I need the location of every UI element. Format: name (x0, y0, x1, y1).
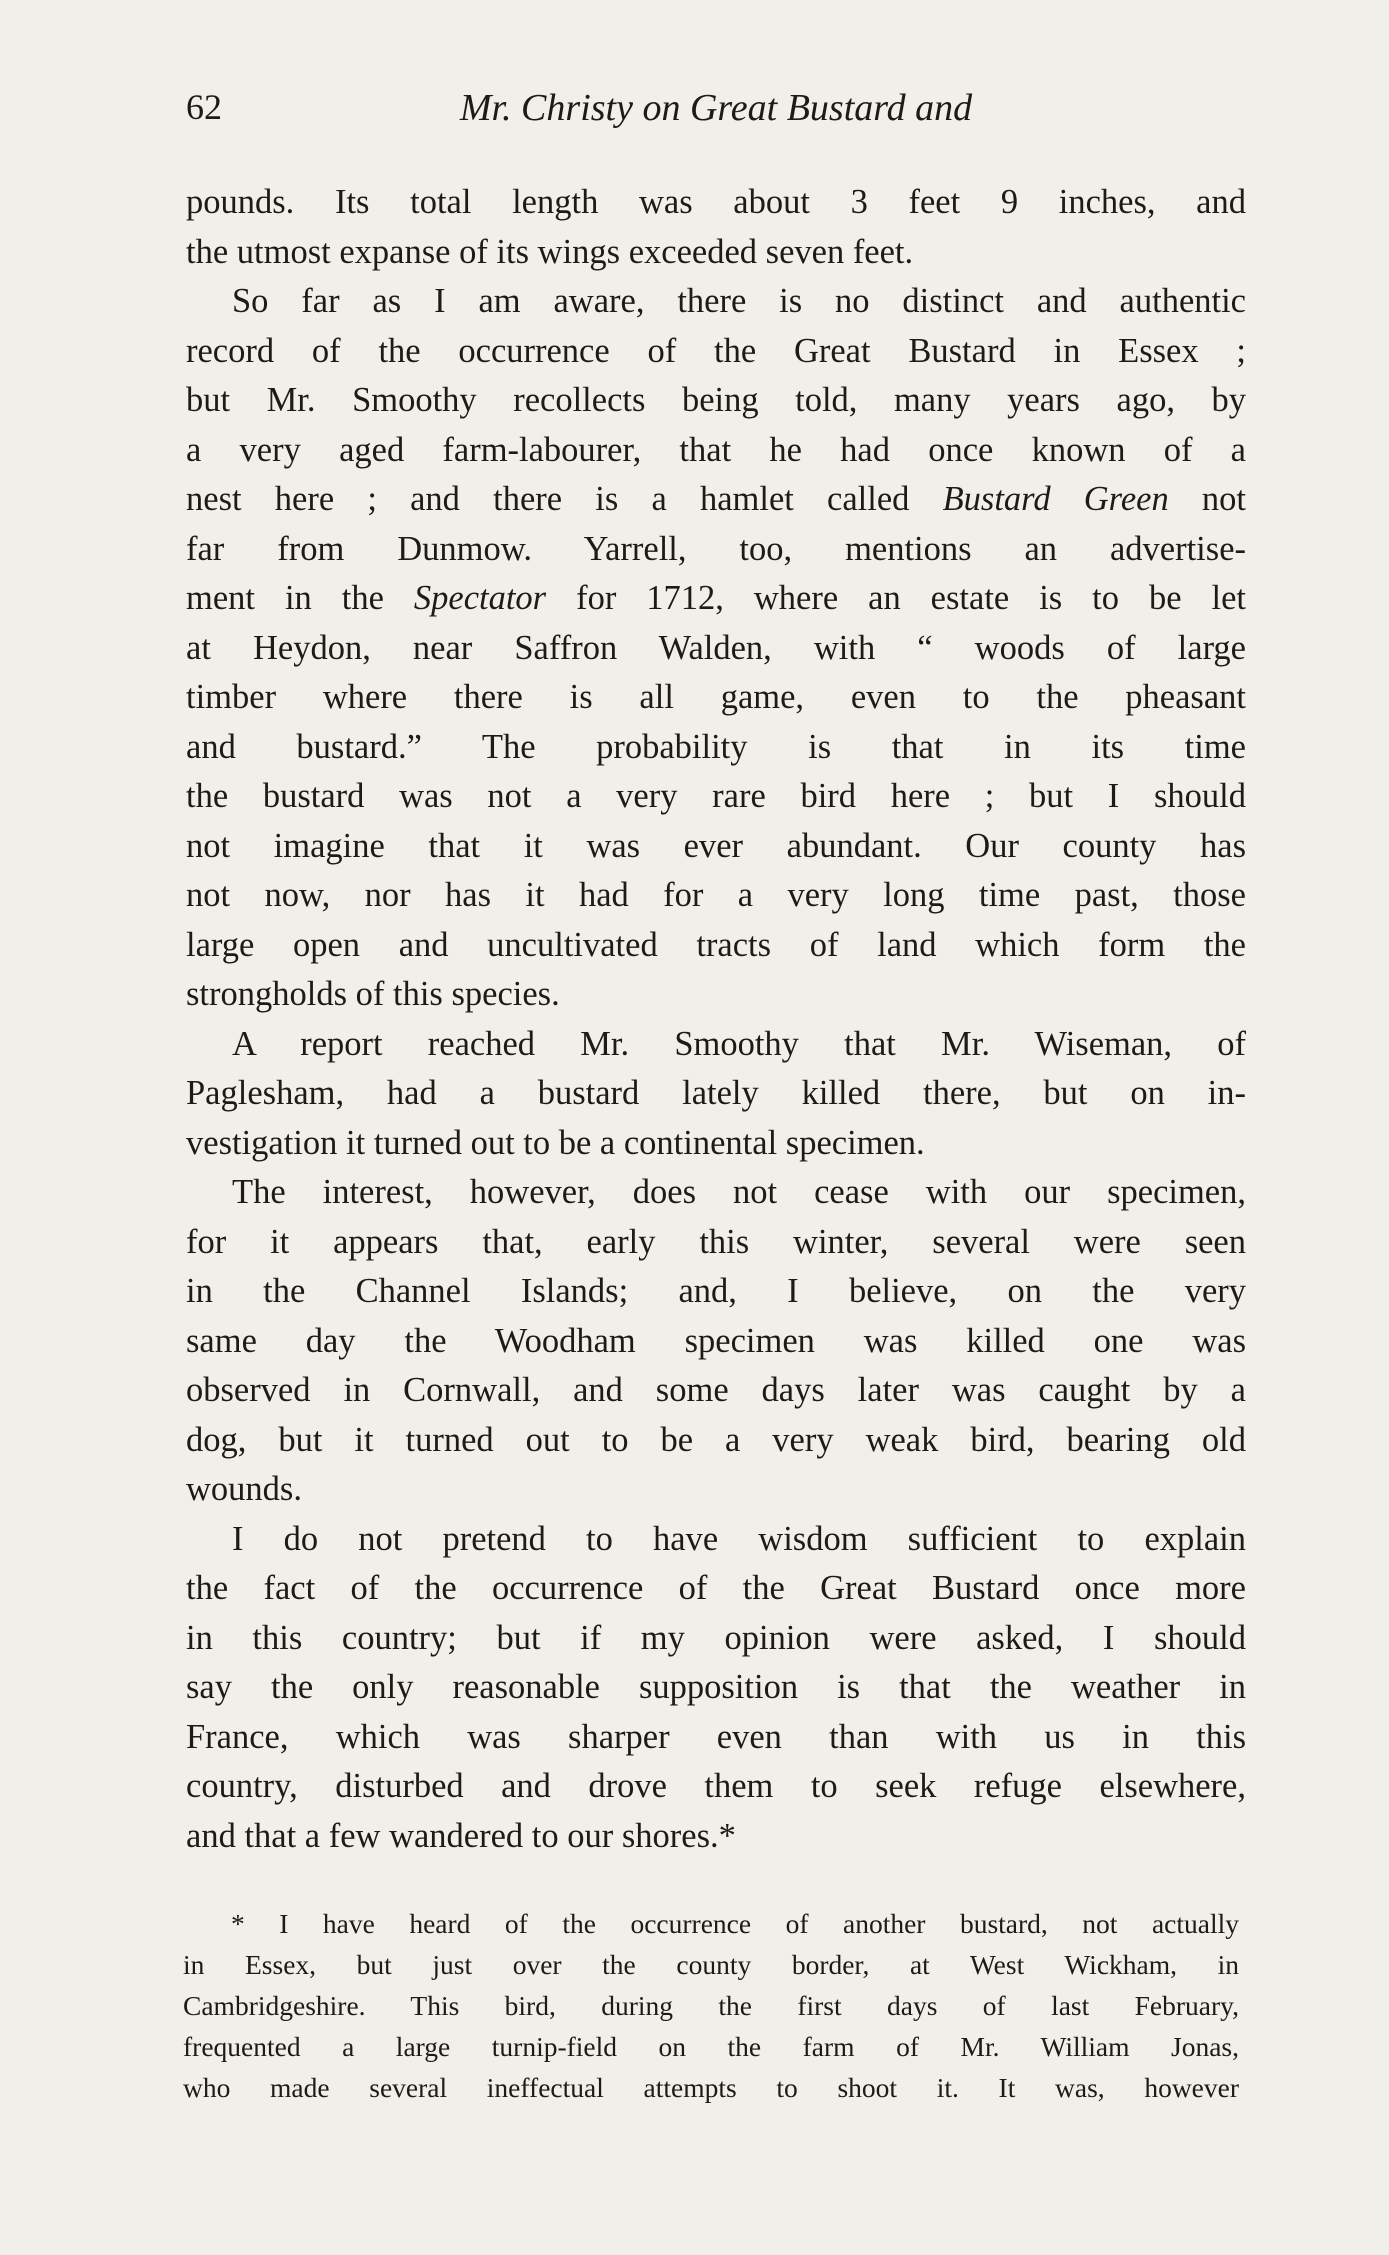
text-run: for it appears that, early this winter, several were seen (186, 1222, 1246, 1261)
page-number: 62 (186, 87, 222, 127)
italic-text: Spectator (413, 579, 547, 617)
text-line (186, 178, 1246, 228)
text-line (186, 1465, 1246, 1515)
text-run: ment in the (186, 579, 414, 617)
text-run: The interest, however, does not cease with our specimen, (232, 1173, 1246, 1211)
text-run: not now, nor has it had for a very long time past, those (186, 876, 1246, 914)
text-run: vestigation it turned out to be a continental specimen. (186, 1123, 925, 1162)
text-run: large open and uncultivated tracts of land which form the (186, 925, 1246, 964)
text-run: the fact of the occurrence of the Great Bustard once more (186, 1569, 1246, 1607)
text-run: I do not pretend to have wisdom sufficient to explain (232, 1519, 1246, 1558)
text-line (186, 1168, 1246, 1218)
text-run: but Mr. Smoothy recollects being told, many years ago, by (186, 381, 1246, 419)
text-line (186, 1663, 1246, 1713)
text-line (186, 1713, 1246, 1763)
text-line (186, 574, 1246, 624)
text-line (186, 723, 1246, 773)
text-run: in the Channel Islands; and, I believe, on the very (186, 1272, 1246, 1310)
text-run: So far as I am aware, there is no distinct and authentic (232, 282, 1246, 320)
text-line (186, 1317, 1246, 1367)
footnote-line: in Essex, but just over the county border, at West Wickham, in (183, 1949, 1239, 1980)
text-line (186, 277, 1246, 327)
text-line (186, 475, 1246, 525)
text-run: and bustard.” The probability is that in its time (186, 727, 1246, 766)
text-run: not imagine that it was ever abundant. Our county has (186, 826, 1246, 865)
text-line (186, 1614, 1246, 1664)
text-run: say the only reasonable supposition is that the weather in (186, 1668, 1246, 1706)
text-line (186, 673, 1246, 723)
text-line (186, 921, 1246, 971)
text-run: not (1168, 480, 1246, 518)
text-line (186, 1762, 1246, 1812)
footnote (183, 1903, 1239, 2108)
text-run: nest here ; and there is a hamlet called (186, 480, 943, 518)
text-run: dog, but it turned out to be a very weak bird, bearing old (186, 1420, 1246, 1459)
footnote-line: * I have heard of the occurrence of another bustard, not actually (231, 1908, 1239, 1939)
text-line (186, 1267, 1246, 1317)
text-run: A report reached Mr. Smoothy that Mr. Wiseman, of (232, 1024, 1246, 1063)
text-line (186, 1515, 1246, 1565)
text-line (186, 822, 1246, 872)
running-head: Mr. Christy on Great Bustard and (459, 87, 973, 129)
text-run: same day the Woodham specimen was killed one was (186, 1321, 1246, 1360)
text-line (186, 1069, 1246, 1119)
text-run: Paglesham, had a bustard lately killed there, but on in- (186, 1074, 1246, 1112)
text-line (186, 1218, 1246, 1268)
text-line (186, 525, 1246, 575)
text-line (186, 327, 1246, 377)
text-run: pounds. Its total length was about 3 feet 9 inches, and (186, 183, 1246, 221)
text-run: for 1712, where an estate is to be let (546, 579, 1247, 617)
text-run: timber where there is all game, even to the pheasant (186, 678, 1246, 716)
text-run: in this country; but if my opinion were asked, I should (186, 1618, 1246, 1657)
text-run: the utmost expanse of its wings exceeded seven feet. (186, 232, 914, 271)
text-line (186, 1020, 1246, 1070)
text-run: the bustard was not a very rare bird here ; but I should (186, 777, 1246, 815)
text-run: observed in Cornwall, and some days later was caught by a (186, 1371, 1246, 1409)
text-run: France, which was sharper even than with us in this (186, 1717, 1246, 1756)
footnote-line: who made several ineffectual attempts to shoot it. It was, however (183, 2072, 1239, 2103)
text-line (186, 772, 1246, 822)
text-line (186, 1564, 1246, 1614)
text-run: wounds. (186, 1470, 302, 1508)
text-line (186, 871, 1246, 921)
text-line (186, 376, 1246, 426)
body-text (186, 178, 1246, 1861)
text-line (186, 426, 1246, 476)
italic-text: Bustard Green (942, 480, 1169, 518)
page-header (186, 86, 1246, 146)
footnote-line: Cambridgeshire. This bird, during the first days of last February, (183, 1990, 1239, 2021)
text-line (186, 624, 1246, 674)
footnote-line: frequented a large turnip-field on the farm of Mr. William Jonas, (183, 2031, 1239, 2062)
text-run: record of the occurrence of the Great Bustard in Essex ; (186, 331, 1246, 370)
text-line (186, 1812, 1246, 1862)
text-line (186, 1366, 1246, 1416)
text-run: country, disturbed and drove them to seek refuge elsewhere, (186, 1767, 1246, 1805)
text-line (186, 228, 1246, 278)
text-line (186, 1416, 1246, 1466)
text-run: far from Dunmow. Yarrell, too, mentions an advertise- (186, 529, 1246, 568)
text-run: at Heydon, near Saffron Walden, with “ woods of large (186, 628, 1246, 667)
text-line (186, 970, 1246, 1020)
text-run: strongholds of this species. (186, 975, 560, 1013)
text-run: and that a few wandered to our shores.* (186, 1816, 736, 1855)
text-line (186, 1119, 1246, 1169)
text-run: a very aged farm-labourer, that he had once known of a (186, 430, 1246, 469)
